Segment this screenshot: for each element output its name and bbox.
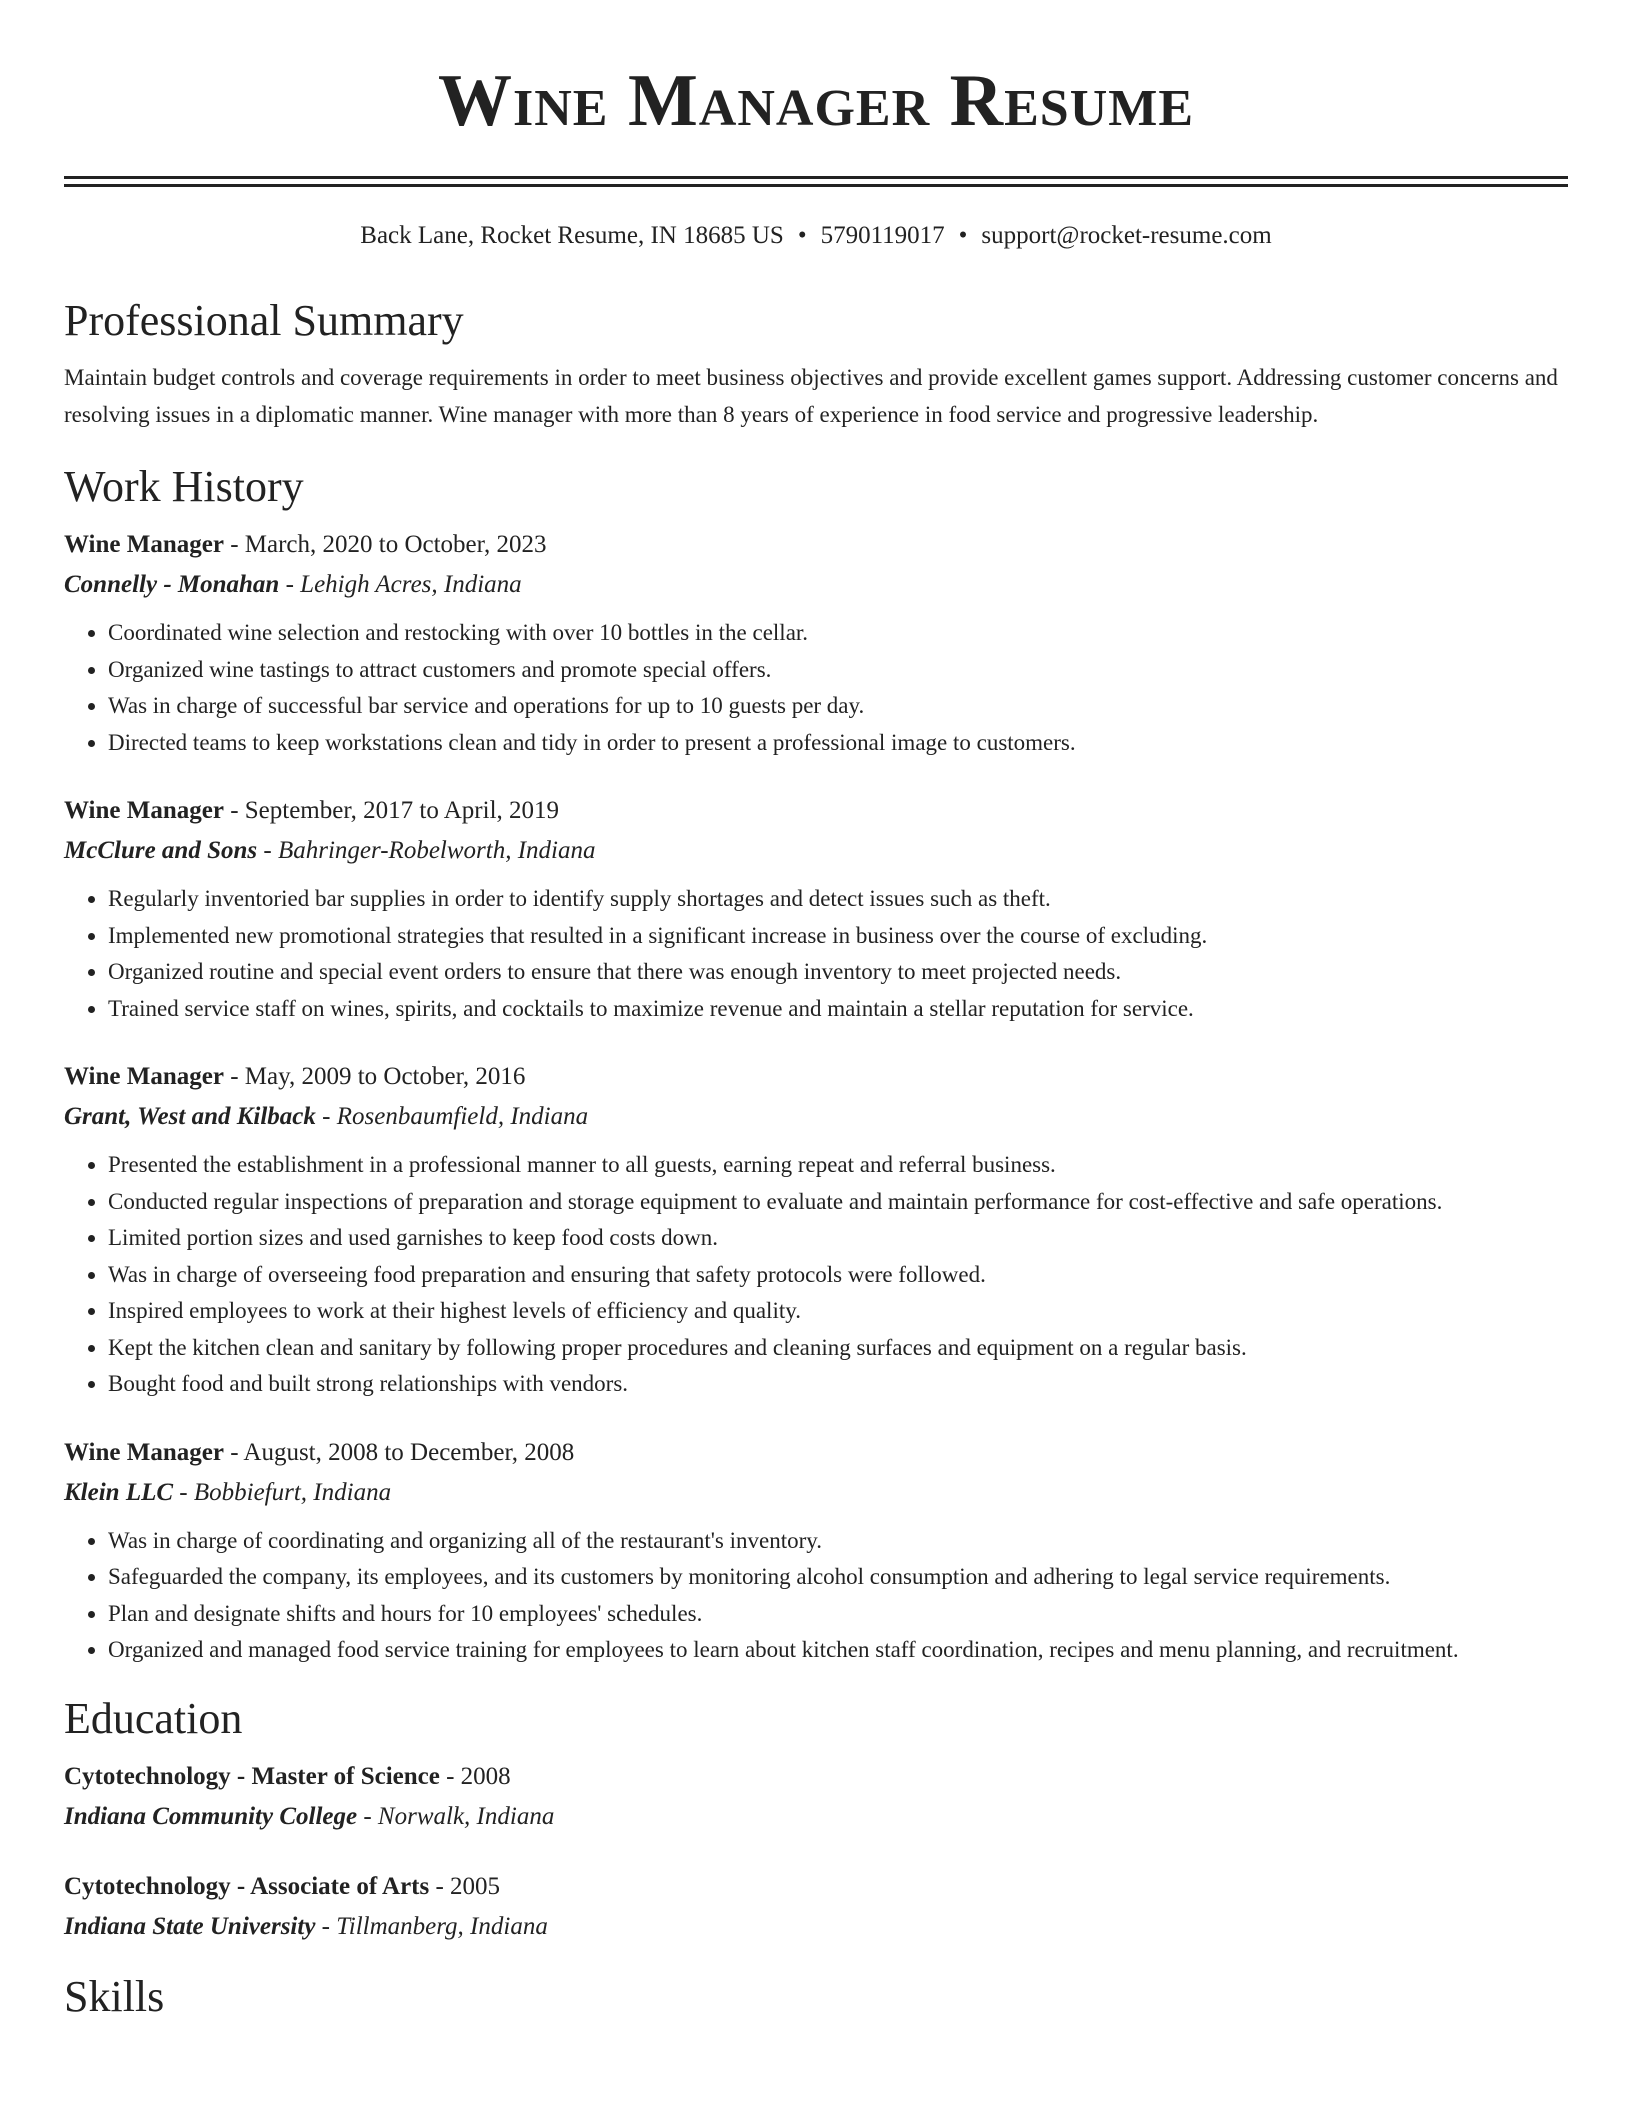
job-bullet: • Safeguarded the company, its employees, and its customers by monitoring alcohol consumption and adhering to legal service requirements. <box>108 1559 1568 1596</box>
job-entry <box>64 1057 1568 1403</box>
job-title: Wine Manager <box>64 531 224 558</box>
job-bullet: • Presented the establishment in a professional manner to all guests, earning repeat and referral business. <box>108 1147 1568 1184</box>
degree-year: - 2005 <box>429 1872 501 1900</box>
school-line <box>64 1797 1568 1837</box>
degree-year: - 2008 <box>439 1762 511 1790</box>
degree-line <box>64 1757 1568 1797</box>
title-divider <box>64 176 1568 187</box>
job-bullet: • Inspired employees to work at their highest levels of efficiency and quality. <box>108 1293 1568 1330</box>
school-line <box>64 1907 1568 1947</box>
contact-phone: 5790119017 <box>820 222 945 249</box>
job-bullet: • Plan and designate shifts and hours for 10 employees' schedules. <box>108 1596 1568 1633</box>
job-title-line <box>64 1433 1568 1473</box>
contact-address: Back Lane, Rocket Resume, IN 18685 US <box>360 222 784 249</box>
job-title-line <box>64 791 1568 831</box>
job-bullet: • Bought food and built strong relationships with vendors. <box>108 1366 1568 1403</box>
job-bullet: • Organized wine tastings to attract customers and promote special offers. <box>108 652 1568 689</box>
job-bullets <box>64 1147 1568 1403</box>
company-name: Klein LLC <box>64 1478 174 1506</box>
job-entry <box>64 525 1568 761</box>
job-bullet: • Was in charge of coordinating and organizing all of the restaurant's inventory. <box>108 1523 1568 1560</box>
education-heading: Education <box>64 1693 243 1743</box>
skills-heading: Skills <box>64 1971 165 2021</box>
job-bullet: • Was in charge of overseeing food preparation and ensuring that safety protocols were followed. <box>108 1257 1568 1294</box>
company-location: - Lehigh Acres, Indiana <box>279 571 522 598</box>
job-bullets <box>64 615 1568 761</box>
degree-name: Cytotechnology - Associate of Arts <box>64 1872 430 1900</box>
education-entry <box>64 1757 1568 1837</box>
company-line <box>64 1473 1568 1513</box>
job-title: Wine Manager <box>64 1438 224 1466</box>
job-entry <box>64 1433 1568 1669</box>
job-bullet: • Implemented new promotional strategies that resulted in a significant increase in business over the course of excluding. <box>108 918 1568 955</box>
work-history-heading: Work History <box>64 462 304 511</box>
summary-text: Maintain budget controls and coverage requirements in order to meet business objectives and provide excellent games support. Addressing customer concerns and resolving issues in a diplomatic manner. Wine manager with more than 8 years of experience in food service and progressive leadership. <box>64 365 1558 427</box>
summary-heading: Professional Summary <box>64 296 464 345</box>
degree-name: Cytotechnology - Master of Science <box>64 1762 440 1790</box>
company-location: - Rosenbaumfield, Indiana <box>315 1103 589 1130</box>
resume-title: Wine Manager Resume <box>437 60 1195 142</box>
school-location: - Norwalk, Indiana <box>357 1802 555 1830</box>
job-dates: - August, 2008 to December, 2008 <box>223 1438 575 1466</box>
job-dates: - March, 2020 to October, 2023 <box>223 531 547 558</box>
company-name: Connelly - Monahan <box>64 571 280 598</box>
job-bullet: • Regularly inventoried bar supplies in order to identify supply shortages and detect issues such as theft. <box>108 881 1568 918</box>
job-title: Wine Manager <box>64 797 224 824</box>
company-name: McClure and Sons <box>64 837 258 864</box>
company-line <box>64 1097 1568 1137</box>
job-bullet: • Organized and managed food service training for employees to learn about kitchen staff coordination, recipes and menu planning, and recruitment. <box>108 1632 1568 1669</box>
job-title-line <box>64 525 1568 565</box>
job-bullet: • Kept the kitchen clean and sanitary by following proper procedures and cleaning surfaces and equipment on a regular basis. <box>108 1330 1568 1367</box>
degree-line <box>64 1867 1568 1907</box>
job-title-line <box>64 1057 1568 1097</box>
contact-email[interactable]: support@rocket-resume.com <box>981 222 1272 249</box>
company-name: Grant, West and Kilback <box>64 1103 316 1130</box>
job-bullet: • Organized routine and special event orders to ensure that there was enough inventory to meet projected needs. <box>108 954 1568 991</box>
company-line <box>64 831 1568 871</box>
job-bullets <box>64 881 1568 1027</box>
company-line <box>64 565 1568 605</box>
company-location: - Bahringer-Robelworth, Indiana <box>257 837 596 864</box>
job-dates: - September, 2017 to April, 2019 <box>223 797 560 824</box>
company-location: - Bobbiefurt, Indiana <box>173 1478 392 1506</box>
contact-line <box>64 219 1568 253</box>
job-bullet: • Limited portion sizes and used garnishes to keep food costs down. <box>108 1220 1568 1257</box>
job-entry <box>64 791 1568 1027</box>
contact-separator: • <box>958 222 968 249</box>
job-dates: - May, 2009 to October, 2016 <box>223 1063 526 1090</box>
job-bullet: • Trained service staff on wines, spirits, and cocktails to maximize revenue and maintain a stellar reputation for service. <box>108 991 1568 1028</box>
contact-separator: • <box>797 222 807 249</box>
job-title: Wine Manager <box>64 1063 224 1090</box>
education-entry <box>64 1867 1568 1947</box>
job-bullet: • Coordinated wine selection and restocking with over 10 bottles in the cellar. <box>108 615 1568 652</box>
job-bullet: • Conducted regular inspections of preparation and storage equipment to evaluate and maintain performance for cost-effective and safe operations. <box>108 1184 1568 1221</box>
school-name: Indiana State University <box>64 1912 316 1940</box>
school-name: Indiana Community College <box>64 1802 358 1830</box>
job-bullets <box>64 1523 1568 1669</box>
school-location: - Tillmanberg, Indiana <box>315 1912 548 1940</box>
job-bullet: • Directed teams to keep workstations clean and tidy in order to present a professional image to customers. <box>108 725 1568 762</box>
job-bullet: • Was in charge of successful bar service and operations for up to 10 guests per day. <box>108 688 1568 725</box>
